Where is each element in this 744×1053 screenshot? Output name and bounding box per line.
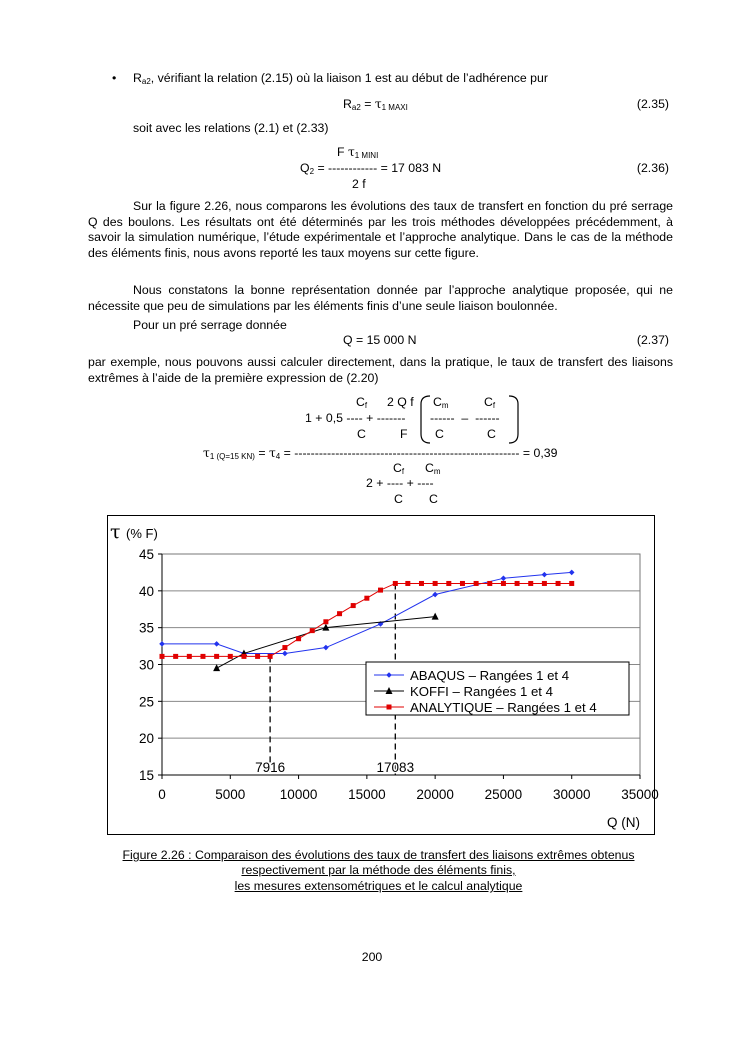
x-tick-label: 10000	[279, 787, 318, 802]
data-point-analytique	[173, 654, 178, 659]
data-point-analytique	[268, 654, 273, 659]
x-tick-label: 25000	[484, 787, 523, 802]
data-point-analytique	[405, 581, 410, 586]
data-point-analytique	[337, 611, 342, 616]
equation-number-2-36: (2.36)	[636, 161, 669, 175]
data-point-analytique	[487, 581, 492, 586]
data-point-analytique	[310, 628, 315, 633]
eq-den-c1: C	[394, 492, 403, 506]
eq-row1-cf: $C_f$	[356, 395, 368, 410]
bullet-marker: •	[112, 71, 117, 85]
eq-row3-f: F	[400, 427, 408, 441]
data-point-analytique	[446, 581, 451, 586]
series-line-2	[162, 583, 572, 656]
data-point-analytique	[515, 581, 520, 586]
r-symbol: R	[133, 71, 142, 85]
eq-row3-c1: C	[357, 427, 366, 441]
data-point-koffi	[432, 613, 439, 620]
data-point-analytique	[282, 645, 287, 650]
eq235-equals: =	[360, 97, 375, 111]
r-subscript: a2	[141, 77, 151, 86]
y-tick-label: 30	[138, 657, 154, 673]
bullet-text	[133, 71, 548, 87]
eq-row3-c2: C	[435, 427, 444, 441]
eq236-denominator: 2 f	[352, 177, 366, 191]
data-point-analytique	[542, 581, 547, 586]
data-point-analytique	[528, 581, 533, 586]
eq-den-cm: $C_m$	[425, 461, 441, 476]
eq236-middle: = ------------ = 17 083 N	[314, 161, 442, 175]
data-point-analytique	[378, 588, 383, 593]
data-point-analytique	[501, 581, 506, 586]
data-point-analytique	[393, 581, 398, 586]
eq235-lhs: R	[343, 97, 352, 111]
legend-entry-1: KOFFI – Rangées 1 et 4	[410, 684, 553, 699]
y-tick-label: 15	[138, 768, 154, 783]
data-point-analytique	[569, 581, 574, 586]
data-point-analytique	[419, 581, 424, 586]
data-point-analytique	[187, 654, 192, 659]
annotation-label: 17083	[376, 760, 415, 775]
eq-den-c2: C	[429, 492, 438, 506]
eq-main-line: $\tau_{1 (Q=15 KN)} = \tau_4$ = ------------------------------------------------------- = 0,39	[203, 446, 558, 461]
eq235-lhs-sub: a2	[351, 103, 361, 112]
eq236-q: Q	[300, 161, 310, 175]
data-point-koffi	[213, 664, 220, 671]
data-point-analytique	[255, 654, 260, 659]
eq-row3-c3: C	[487, 427, 496, 441]
eq-row2-lead: 1 + 0,5 ---- + -------	[305, 411, 406, 425]
equation-number-2-37: (2.37)	[636, 333, 669, 347]
paragraph-4: par exemple, nous pouvons aussi calculer directement, dans la pratique, le taux de transfert des liaisons extrêmes à l’aide de la première expression de (2.20)	[88, 355, 673, 385]
x-tick-label: 35000	[621, 787, 659, 802]
y-tick-label: 40	[138, 583, 154, 599]
x-axis-label: Q (N)	[607, 815, 640, 830]
eq236-tau: τ	[347, 145, 355, 159]
eq-row1-2qf: 2 Q f	[387, 395, 414, 409]
y-axis-symbol: τ	[110, 521, 121, 543]
legend-entry-2: ANALYTIQUE – Rangées 1 et 4	[410, 700, 597, 715]
data-point-analytique	[241, 654, 246, 659]
page-number: 200	[361, 950, 383, 964]
legend-entry-0: ABAQUS – Rangées 1 et 4	[410, 668, 570, 683]
data-point-abaqus	[432, 592, 438, 598]
eq-row1-cm: $C_m$	[433, 395, 449, 410]
data-point-analytique	[160, 654, 165, 659]
equation-2-37: Q = 15 000 N	[343, 333, 417, 347]
y-tick-label: 35	[138, 620, 154, 636]
paragraph-2: Nous constatons la bonne représentation donnée par l’approche analytique proposée, qui ne nécessite que peu de simulations par les éléments finis d’une seule liaison boulonnée.	[88, 283, 673, 313]
eq236-f: F	[337, 145, 348, 159]
data-point-abaqus	[282, 651, 288, 657]
x-tick-label: 30000	[552, 787, 591, 802]
y-tick-label: 20	[138, 731, 154, 747]
equation-2-35	[343, 97, 408, 113]
data-point-analytique	[460, 581, 465, 586]
x-tick-label: 20000	[416, 787, 454, 802]
legend-marker-square	[387, 705, 392, 710]
x-tick-label: 15000	[348, 787, 386, 802]
paragraph-3-intro: Pour un pré serrage donnée	[133, 318, 287, 332]
data-point-analytique	[200, 654, 205, 659]
data-point-abaqus	[159, 641, 165, 647]
data-point-analytique	[323, 619, 328, 624]
figure-caption-line-2: respectivement par la méthode des éléments finis,	[241, 863, 516, 877]
y-tick-label: 25	[138, 694, 154, 710]
data-point-analytique	[474, 581, 479, 586]
data-point-analytique	[351, 603, 356, 608]
eq236-tau-sub: 1 MINI	[354, 151, 379, 160]
eq235-tau-sub: 1 MAXI	[381, 103, 408, 112]
series-line-0	[162, 572, 572, 653]
figure-caption-line-1: Figure 2.26 : Comparaison des évolutions des taux de transfert des liaisons extrêmes obtenus	[122, 848, 635, 862]
x-tick-label: 0	[158, 787, 166, 802]
soit-text: soit avec les relations (2.1) et (2.33)	[133, 121, 329, 135]
figure-2-26-chart	[107, 515, 659, 835]
eq-row2-inner: ------ – ------	[430, 411, 500, 425]
eq235-tau: τ	[374, 97, 382, 111]
x-tick-label: 5000	[215, 787, 246, 802]
data-point-analytique	[296, 636, 301, 641]
eq236-numerator	[337, 145, 378, 161]
data-point-abaqus	[569, 570, 575, 576]
eq-den-cf: $C_f$	[393, 461, 405, 476]
data-point-abaqus	[214, 641, 220, 647]
y-tick-label: 45	[138, 547, 154, 562]
data-point-analytique	[556, 581, 561, 586]
data-point-abaqus	[501, 576, 507, 582]
equation-number-2-35: (2.35)	[636, 97, 669, 111]
eq-row1-cf2: $C_f$	[484, 395, 496, 410]
annotation-label: 7916	[255, 760, 286, 775]
data-point-abaqus	[323, 645, 329, 651]
paragraph-1: Sur la figure 2.26, nous comparons les évolutions des taux de transfert en fonction du pré serrage Q des boulons. Les résultats ont été déterminés par les trois méthodes développées précédemment, à savoir la simulation numérique, l’étude expérimentale et l’approche analytique. Dans le cas de la méthode des éléments finis, nous avons reporté les taux moyens sur cette figure.	[88, 199, 673, 260]
data-point-analytique	[364, 596, 369, 601]
data-point-analytique	[214, 654, 219, 659]
bullet-body: , vérifiant la relation (2.15) où la liaison 1 est au début de l’adhérence pur	[150, 71, 548, 85]
figure-caption-line-3: les mesures extensométriques et le calcul analytique	[234, 879, 523, 893]
data-point-analytique	[228, 654, 233, 659]
data-point-abaqus	[542, 572, 548, 578]
eq-den-line: 2 + ---- + ----	[366, 476, 434, 490]
eq-parentheses	[420, 394, 520, 446]
eq236-main-line	[300, 161, 441, 177]
eq236-q-sub: 2	[309, 167, 315, 176]
chart-svg	[108, 516, 659, 834]
data-point-analytique	[433, 581, 438, 586]
y-axis-label: (% F)	[126, 526, 158, 541]
